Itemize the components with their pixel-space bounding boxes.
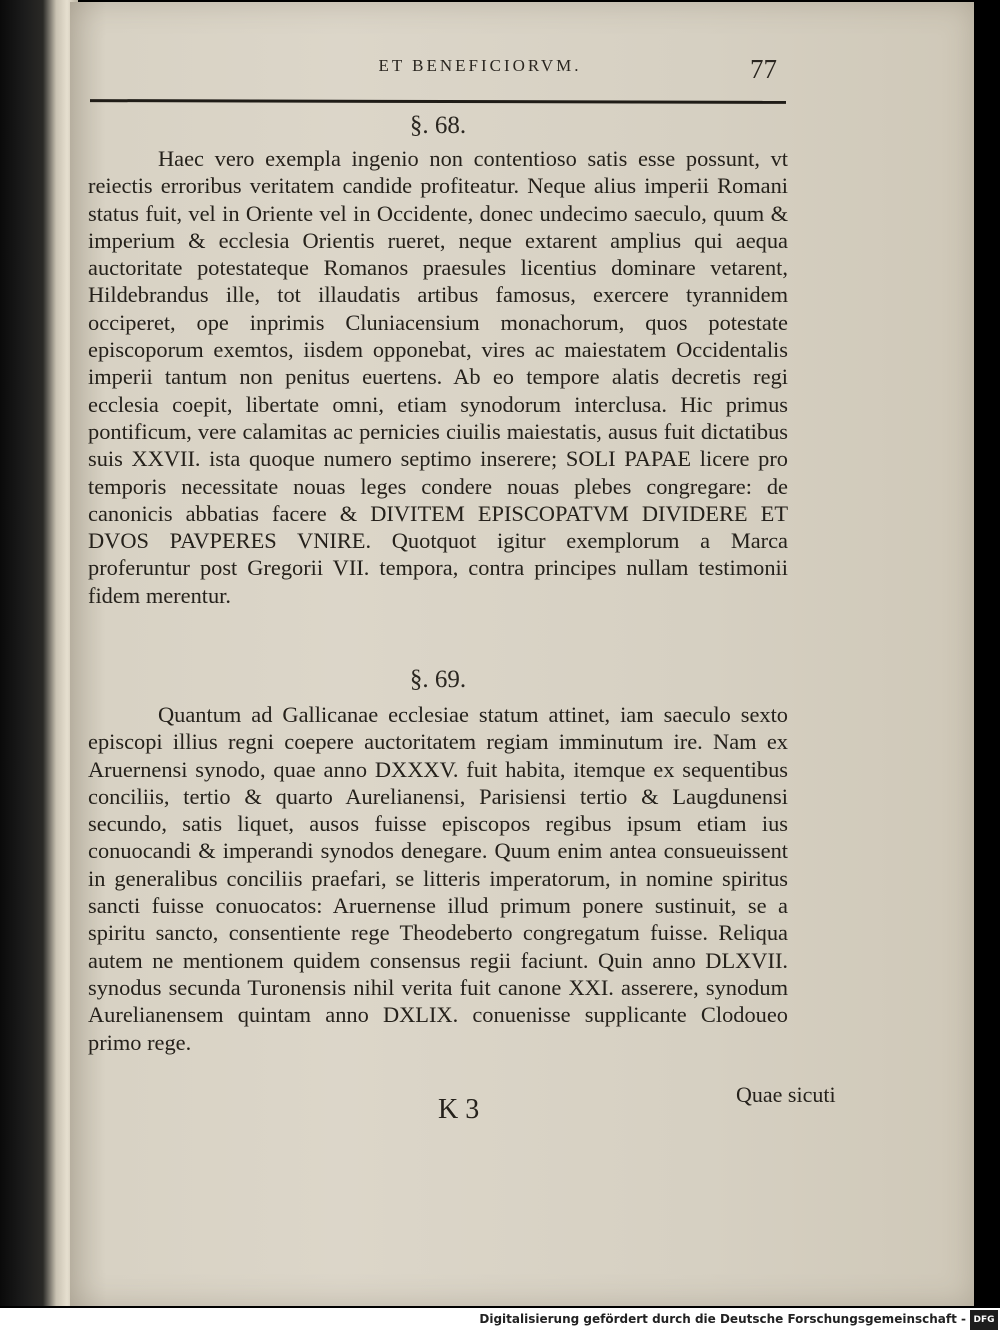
running-title: ET BENEFICIORVM. bbox=[378, 56, 582, 75]
footer-bar bbox=[0, 1308, 1000, 1334]
book-spine-shadow bbox=[0, 0, 78, 1306]
section-69-paragraph: Quantum ad Gallicanae ecclesiae statum attinet, iam saeculo sexto episcopi illius regni coepere auctoritatem regiam imminutum ire. Nam ex Aruernensi synodo, quae anno DXXXV. fuit habita, itemque ex sequentibus conciliis, tertio & quarto Aurelianensi, Parisiensi tertio & Laugdunensi secundo, satis liquet, ausos fuisse episcopos regibus ipsum etiam ius conuocandi & imperandi synodos denegare. Quum enim antea consueuissent in generalibus conciliis praefari, se litteris imperatorum, in nomine spiritus sancti fuisse conuocatos: Aruernense illud primum ponere sustinuit, se a spiritu sancto, consentiente rege Theodeberto congregatum fuisse. Reliqua autem ne mentionem quidem consensus regii faciunt. Quin anno DLXVII. synodus secunda Turonensis nihil verita fuit canone XXI. asserere, synodum Aurelianensem quintam anno DXLIX. conuenisse supplicante Clodoueo primo rege. bbox=[88, 702, 788, 1055]
section-mark-69: §. 69. bbox=[409, 666, 467, 693]
funding-note: Digitalisierung gefördert durch die Deutsche Forschungsgemeinschaft - bbox=[479, 1312, 966, 1326]
signature-mark: K 3 bbox=[438, 1094, 480, 1125]
section-mark-68: §. 68. bbox=[409, 112, 467, 139]
catchword: Quae sicuti bbox=[736, 1082, 836, 1107]
dfg-logo: DFG bbox=[970, 1310, 998, 1330]
page-number: 77 bbox=[750, 54, 777, 84]
section-68-paragraph: Haec vero exempla ingenio non contentioso satis esse possunt, vt reiectis erroribus veritatem candide profiteatur. Neque alius imperii Romani status fuit, vel in Oriente vel in Occidente, donec undecimo saeculo, quum & imperium & ecclesia Orientis rueret, neque extarent amplius qui aequa auctoritate potestateque Romanos praesules licentius dominare vetarent, Hildebrandus ille, tot illaudatis artibus famosus, exercere tyrannidem occiperet, ope inprimis Cluniacensium monachorum, quos potestate episcoporum exemtos, iisdem opponebat, vires ac maiestatem Occidentalis imperii tantum non penitus euertens. Ab eo tempore alatis decretis regi ecclesia coepit, libertate omni, etiam synodorum interclusa. Hic primus pontificum, vere calamitas ac pernicies ciuilis maiestatis, ausus fuit dictatibus suis XXVII. ista quoque numero septimo inserere; SOLI PAPAE licere pro temporis necessitate nouas leges condere nouas plebes congregare: de canonicis abbatias facere & DIVITEM EPISCOPATVM DIVIDERE ET DVOS PAVPERES VNIRE. Quotquot igitur exemplorum a Marca proferuntur post Gregorii VII. tempora, contra principes nullam testimonii fidem merentur. bbox=[88, 146, 788, 608]
